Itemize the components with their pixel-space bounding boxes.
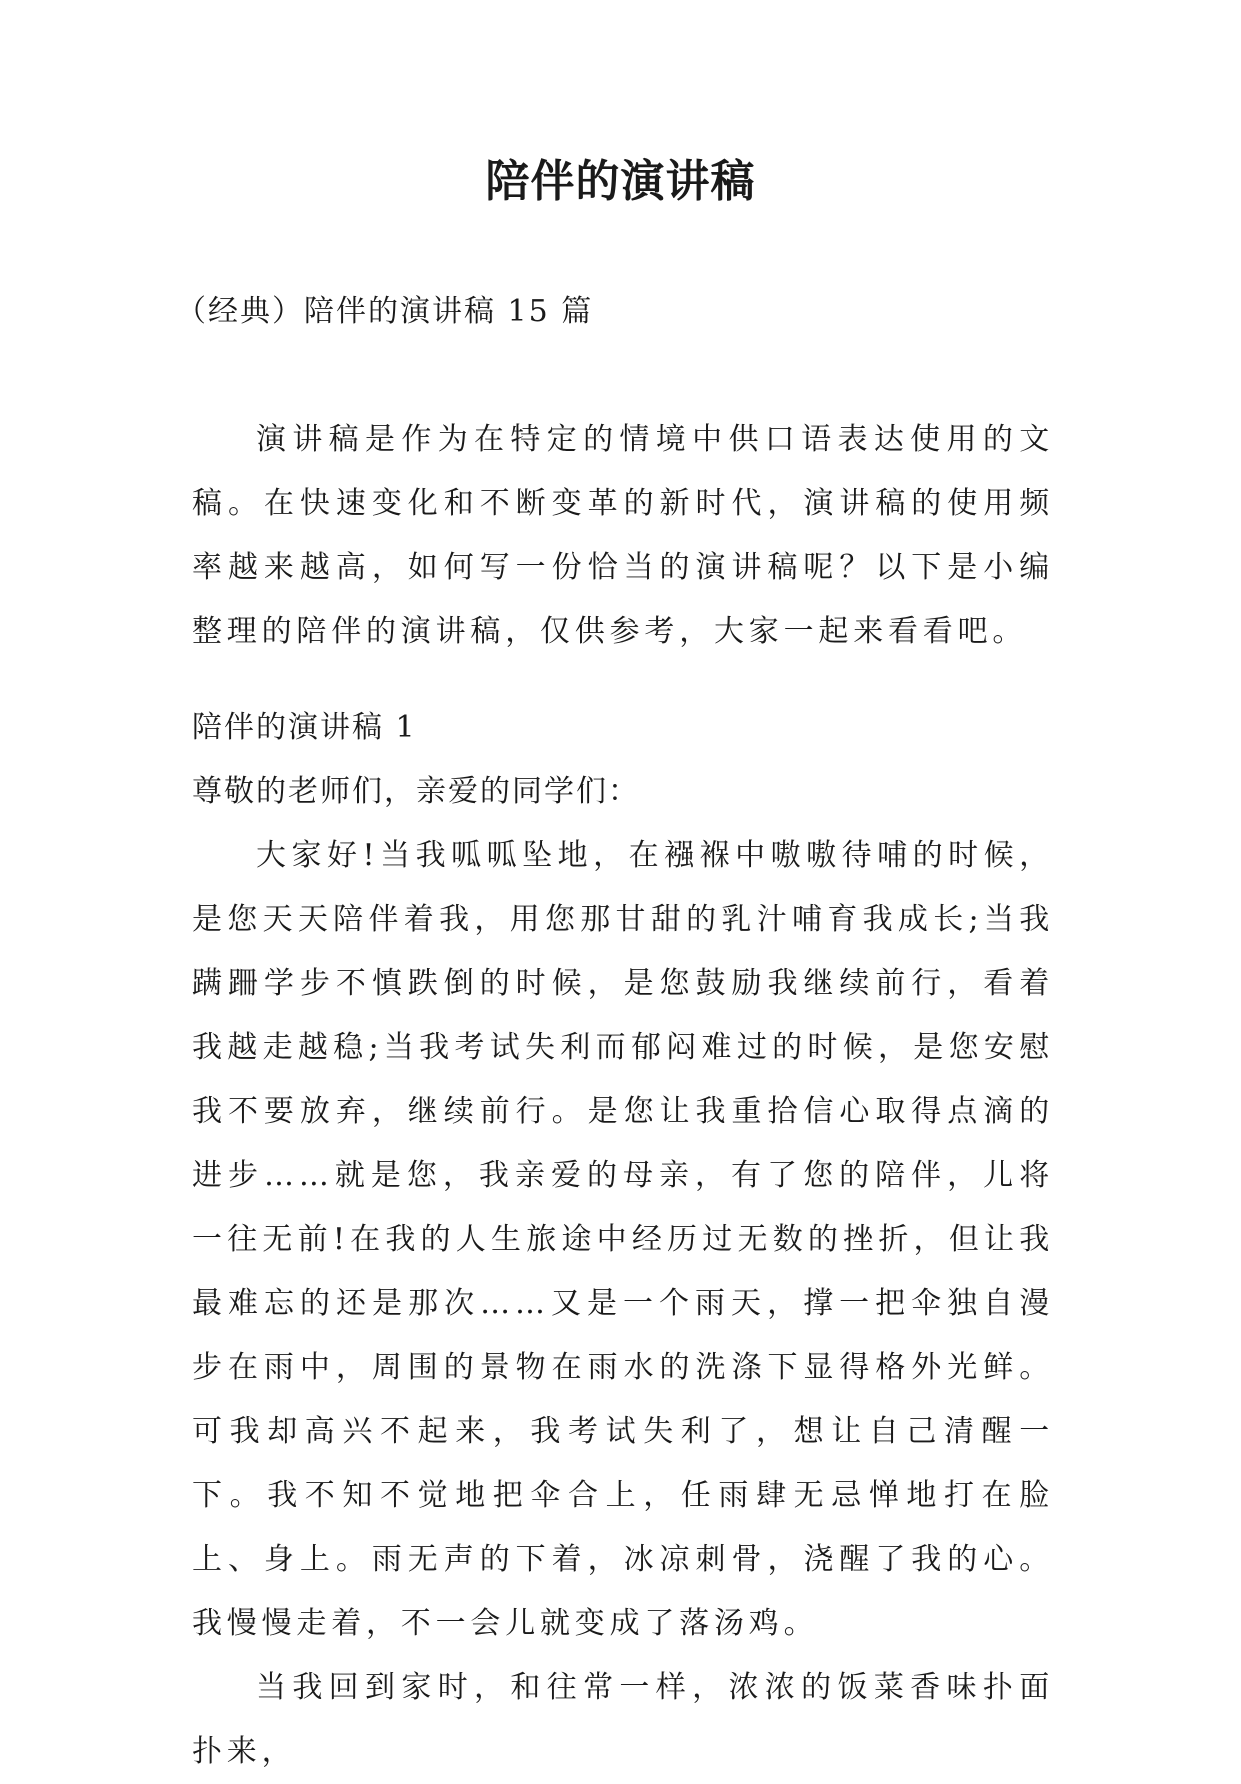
body-paragraph-2: 当我回到家时，和往常一样，浓浓的饭菜香味扑面扑来， [192,1670,1054,1769]
document-title: 陪伴的演讲稿 [485,156,756,207]
intro-block [192,408,1054,664]
body-paragraph-1: 大家好!当我呱呱坠地，在襁褓中嗷嗷待哺的时候，是您天天陪伴着我，用您那甘甜的乳汁哺育我成长;当我蹒跚学步不慎跌倒的时候，是您鼓励我继续前行，看着我越走越稳;当我考试失利而郁闷难过的时候，是您安慰我不要放弃，继续前行。是您让我重拾信心取得点滴的进步……就是您，我亲爱的母亲，有了您的陪伴，儿将一往无前!在我的人生旅途中经历过无数的挫折，但让我最难忘的还是那次……又是一个雨天，撑一把伞独自漫步在雨中，周围的景物在雨水的洗涤下显得格外光鲜。可我却高兴不起来，我考试失利了，想让自己清醒一下。我不知不觉地把伞合上，任雨肆无忌惮地打在脸上、身上。雨无声的下着，冰凉刺骨，浇醒了我的心。我慢慢走着，不一会儿就变成了落汤鸡。 [192,838,1054,1641]
document-subtitle: （经典）陪伴的演讲稿 15 篇 [176,294,594,329]
greeting-line: 尊敬的老师们，亲爱的同学们： [192,774,640,809]
intro-paragraph: 演讲稿是作为在特定的情境中供口语表达使用的文稿。在快速变化和不断变革的新时代，演讲稿的使用频率越来越高，如何写一份恰当的演讲稿呢？以下是小编整理的陪伴的演讲稿，仅供参考，大家一起来看看吧。 [192,422,1054,649]
section-1 [192,696,1054,1784]
section-heading: 陪伴的演讲稿 1 [192,710,417,745]
